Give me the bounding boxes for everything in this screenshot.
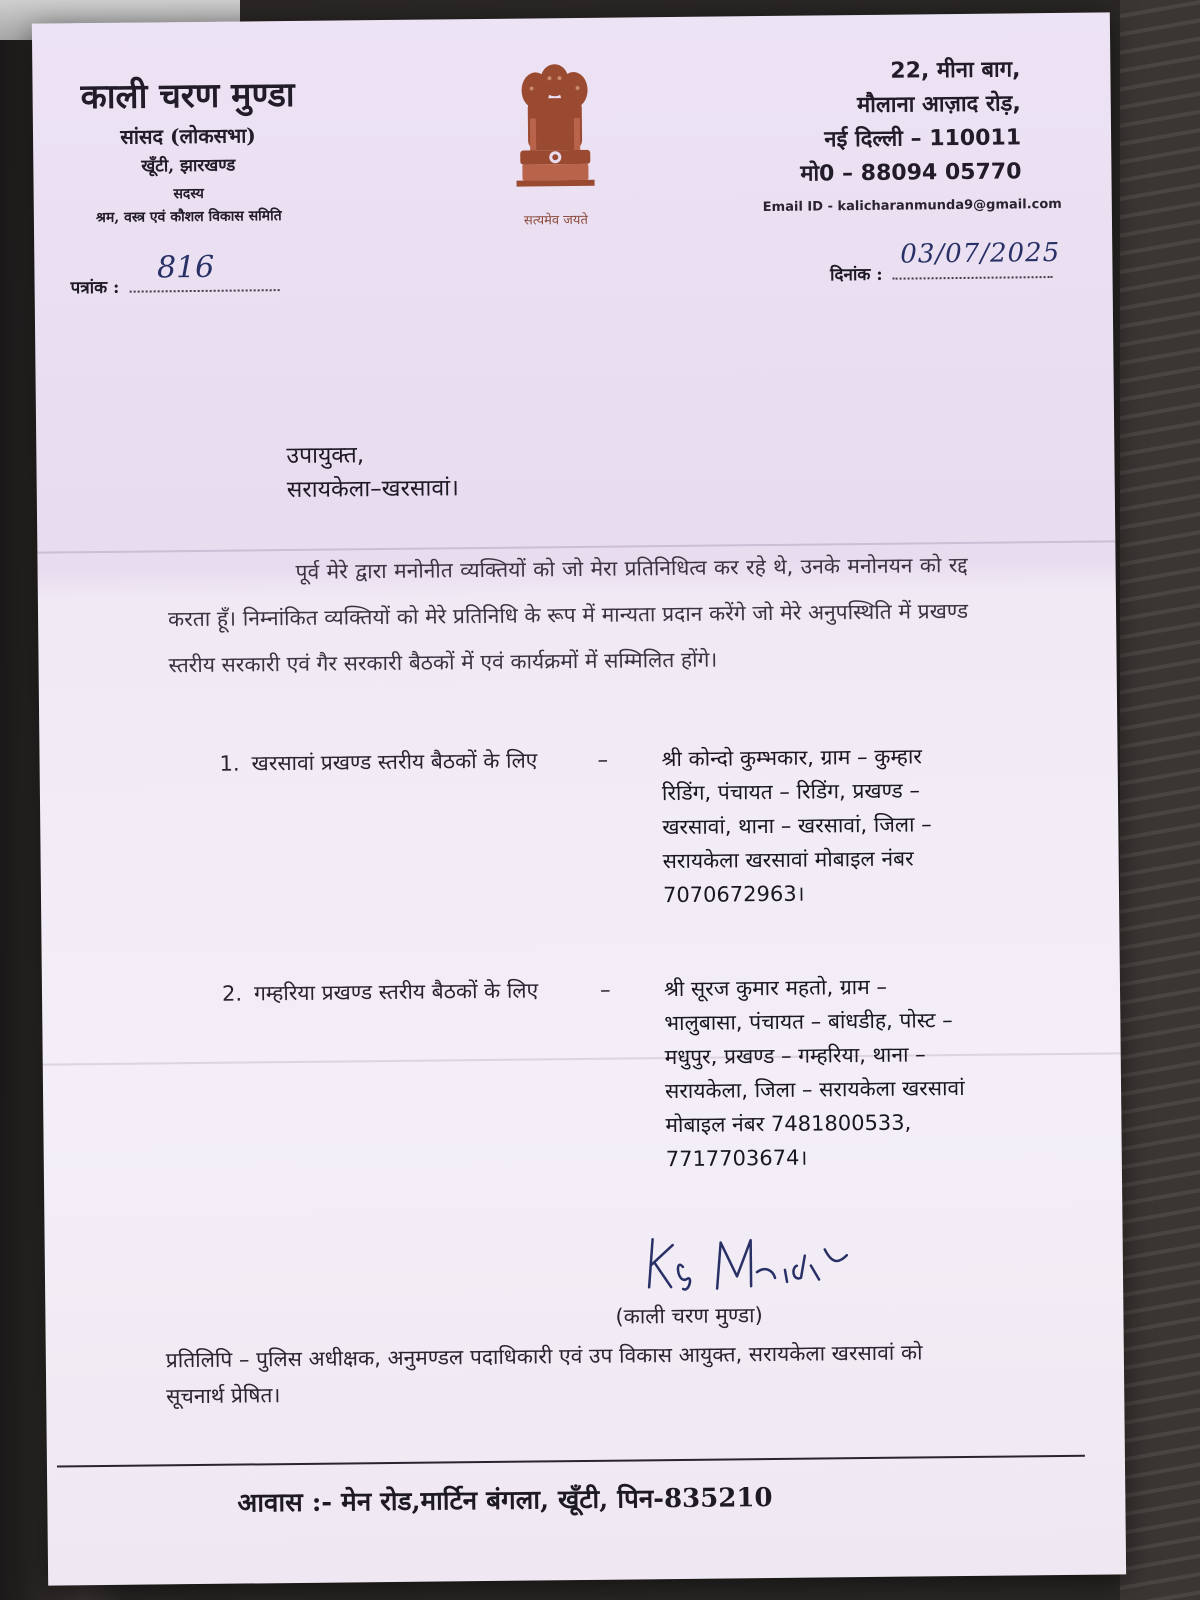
recipient-block <box>286 437 459 507</box>
item-number: 2. <box>221 981 243 1006</box>
ref-handwritten: 816 <box>156 249 215 286</box>
sender-email: Email ID - kalicharanmunda9@gmail.com <box>762 196 1062 216</box>
date-dotted-line <box>892 237 1061 280</box>
ref-label: पत्रांक : <box>70 277 120 299</box>
emblem-motto: सत्यमेव जयते <box>523 212 588 229</box>
sender-address <box>799 53 1022 191</box>
list-item <box>219 739 969 908</box>
address-phone: मो0 – 88094 05770 <box>800 159 1022 187</box>
item-label: खरसावां प्रखण्ड स्तरीय बैठकों के लिए <box>251 748 538 776</box>
sender-name: काली चरण मुण्डा <box>80 74 295 118</box>
member-label: सदस्य <box>173 185 204 203</box>
letterhead-sender <box>52 75 324 228</box>
item-dash: – <box>599 977 611 1002</box>
address-line: मौलाना आज़ाद रोड़, <box>856 91 1021 119</box>
residence-address: आवास :- मेन रोड,मार्टिन बंगला, खूँटी, पिन-835210 <box>237 1483 773 1519</box>
reference-number <box>70 249 279 299</box>
ref-dotted-line <box>129 249 279 293</box>
address-line: 22, मीना बाग, <box>890 57 1021 84</box>
address-line: नई दिल्ली – 110011 <box>824 125 1022 153</box>
lion-capital-icon <box>509 58 601 209</box>
item-number: 1. <box>219 751 240 776</box>
date-label: दिनांक : <box>829 264 883 286</box>
sender-place: खूँटी, झारखण्ड <box>141 155 236 177</box>
item-person: श्री कोन्दो कुम्भकार, ग्राम – कुम्हार रिडिंग, पंचायत – रिडिंग, प्रखण्ड – खरसावां, थाना – खरसावां, जिला – सरायकेला खरसावां मोबाइल नंबर 7070672963। <box>661 744 932 908</box>
national-emblem <box>504 58 606 229</box>
item-label: गम्हरिया प्रखण्ड स्तरीय बैठकों के लिए <box>253 978 539 1006</box>
item-person: श्री सूरज कुमार महतो, ग्राम – भालुबासा, पंचायत – बांधडीह, पोस्ट – मधुपुर, प्रखण्ड – गम्हरिया, थाना – सरायकेला, जिला – सरायकेला खरसावां मोबाइल नंबर 7481800533, 7717703674। <box>663 974 965 1172</box>
body-text: पूर्व मेरे द्वारा मनोनीत व्यक्तियों को जो मेरा प्रतिनिधित्व कर रहे थे, उनके मनोनयन को रद्द करता हूँ। निम्नांकित व्यक्तियों को मेरे प्रतिनिधि के रूप में मान्यता प्रदान करेंगे जो मेरे अनुपस्थिति में प्रखण्ड स्तरीय सरकारी एवं गैर सरकारी बैठकों में एवं कार्यक्रमों में सम्मिलित होंगे। <box>167 552 969 678</box>
handwritten-signature <box>624 1225 875 1298</box>
body-paragraph <box>167 542 968 688</box>
recipient-title: उपायुक्त, <box>286 442 365 470</box>
copy-to: प्रतिलिपि – पुलिस अधीक्षक, अनुमण्डल पदाधिकारी एवं उप विकास आयुक्त, सरायकेला खरसावां को सूचनार्थ प्रेषित। <box>165 1340 923 1409</box>
recipient-district: सरायकेला–खरसावां। <box>286 475 460 504</box>
footer-divider <box>57 1455 1085 1468</box>
letter-page <box>32 12 1126 1585</box>
letter-date <box>829 237 1061 286</box>
date-handwritten: 03/07/2025 <box>900 237 1061 270</box>
background-fabric <box>1120 0 1200 1600</box>
signatory-name: (काली चरण मुण्डा) <box>615 1303 763 1329</box>
item-dash: – <box>597 747 609 772</box>
committee-name: श्रम, वस्त्र एवं कौशल विकास समिति <box>95 208 282 227</box>
list-item <box>221 969 972 1172</box>
sender-title: सांसद (लोकसभा) <box>120 123 256 149</box>
